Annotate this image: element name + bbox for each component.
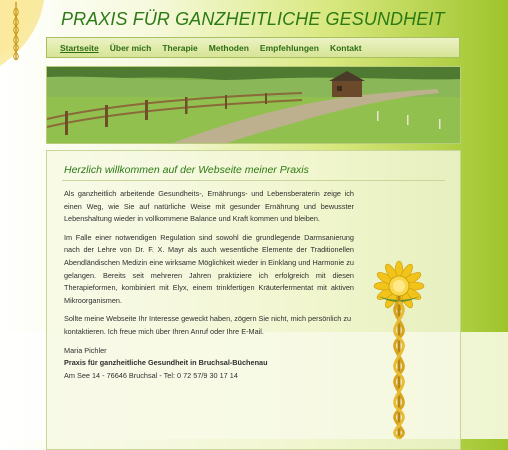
signature-address: Am See 14 - 76646 Bruchsal - Tel: 0 72 57/9 30 17 14 bbox=[64, 370, 238, 380]
regulation-paragraph: Im Falle einer notwendigen Regulation sind sowohl die grundlegende Darmsanierung nach der Lehre von Dr. F. X. Mayr als auch wesentliche Elemente der Traditionellen Abendländischen Medizin eine wirksame Möglichkeit wieder in Einklang und Harmonie zu gelangen. Bereits seit mehreren Jahren praktiziere ich erfolgreich mit diesen Therapieformen, kombiniert mit Elyx, einem trinkfertigen Kräuterfermentat mit aktiven Mikroorganismen. bbox=[64, 232, 354, 305]
signature-name: Maria Pichler bbox=[64, 345, 107, 355]
intro-paragraph: Als ganzheitlich arbeitende Gesundheits-, Ernährungs- und Lebensberaterin zeige ich einen Weg, wie Sie auf natürliche Weise mit gesunder Ernährung und bewusster Lebenshaltung wieder in vollkommene Balance und Kraft kommen und bleiben. bbox=[64, 189, 354, 224]
nav-item-startseite[interactable]: Startseite bbox=[60, 42, 99, 53]
signature-block bbox=[64, 345, 354, 383]
site-title: PRAXIS FÜR GANZHEITLICHE GESUNDHEIT bbox=[61, 9, 445, 29]
banner-image-meadow-path bbox=[46, 66, 461, 144]
main-navigation bbox=[46, 37, 460, 58]
signature-practice: Praxis für ganzheitliche Gesundheit in Bruchsal-Büchenau bbox=[64, 358, 268, 368]
heading-divider bbox=[62, 180, 445, 181]
nav-item-kontakt[interactable]: Kontakt bbox=[329, 42, 362, 53]
contact-paragraph: Sollte meine Webseite Ihr Interesse geweckt haben, zögern Sie nicht, mich persönlich zu kontaktieren. Ich freue mich über Ihren Anruf oder Ihre E-Mail. bbox=[64, 314, 352, 336]
welcome-heading: Herzlich willkommen auf der Webseite meiner Praxis bbox=[64, 164, 309, 176]
caduceus-logo-icon bbox=[0, 0, 46, 70]
nav-item-therapie[interactable]: Therapie bbox=[162, 42, 198, 53]
caduceus-sunflower-icon bbox=[370, 260, 428, 440]
nav-item-methoden[interactable]: Methoden bbox=[208, 42, 249, 53]
nav-item-empfehlungen[interactable]: Empfehlungen bbox=[259, 42, 319, 53]
content-text bbox=[64, 188, 354, 382]
nav-item-ueber-mich[interactable]: Über mich bbox=[109, 42, 152, 53]
